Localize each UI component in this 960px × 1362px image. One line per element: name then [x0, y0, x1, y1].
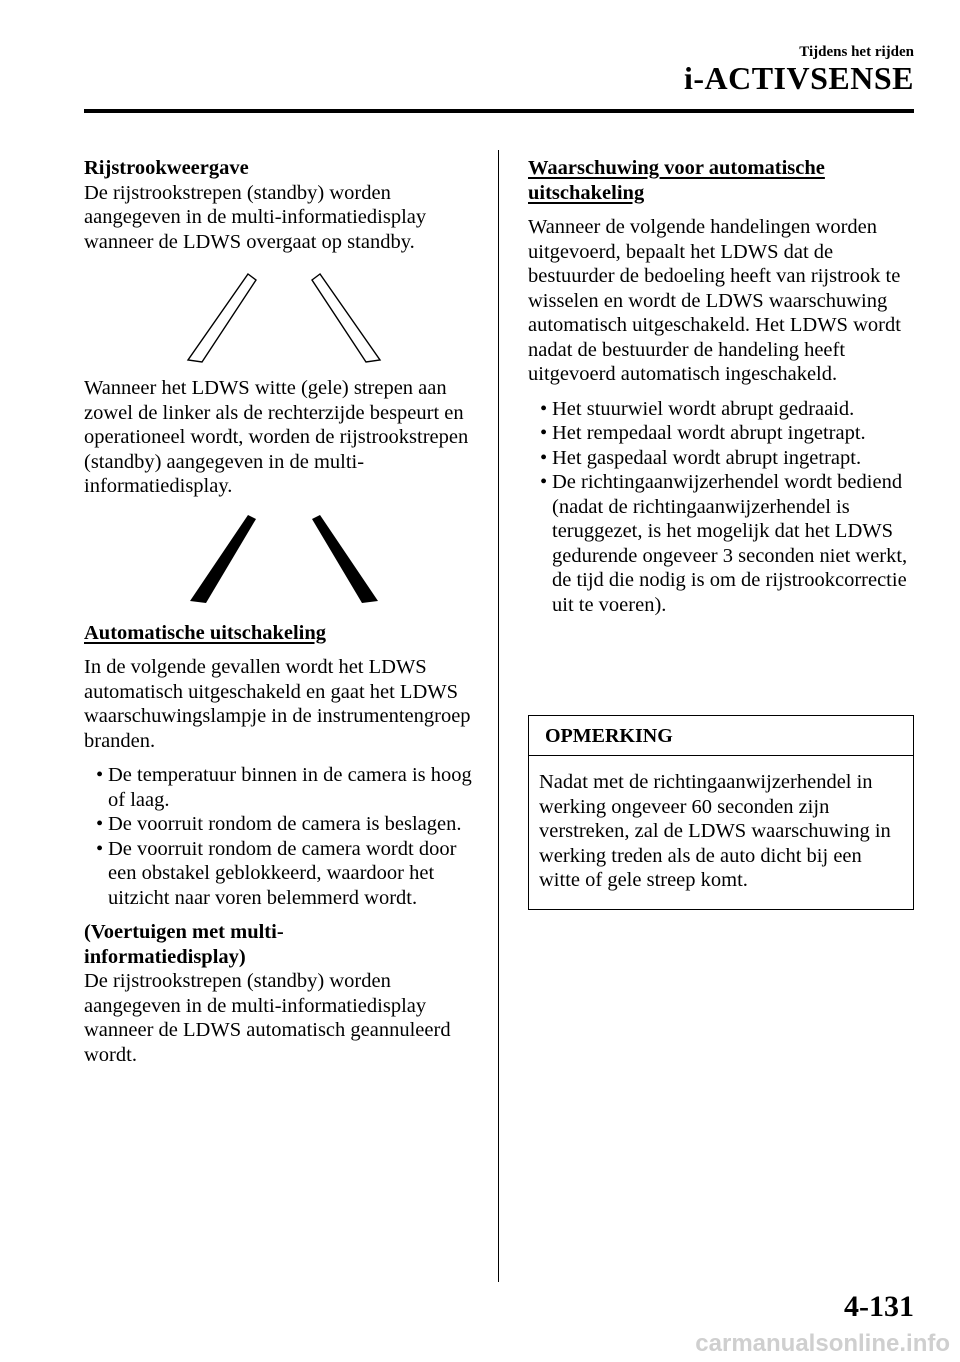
- header-section-label: Tijdens het rijden: [799, 44, 914, 60]
- standby-lane-lines-figure: [184, 272, 384, 366]
- lane-active-text: Wanneer het LDWS witte (gele) strepen aan zowel de linker als de rechterzijde bespeurt en operationeel wordt, worden de rijstrookstrepen (standby) aangegeven in de multi-informatiedisplay.: [84, 377, 469, 497]
- warning-list: [528, 397, 918, 618]
- left-column: [84, 156, 484, 1067]
- active-right-lane-line: [312, 515, 378, 603]
- auto-cancel-heading: Automatische uitschakeling: [84, 621, 327, 644]
- standby-right-lane-line: [312, 274, 380, 362]
- active-lane-lines-figure: [184, 513, 384, 605]
- auto-cancel-text: In de volgende gevallen wordt het LDWS automatisch uitgeschakeld en gaat het LDWS waarschuwingslampje in de instrumentengroep branden.: [84, 656, 471, 752]
- note-title: OPMERKING: [529, 716, 913, 756]
- list-item: • De voorruit rondom de camera is beslagen.: [90, 812, 484, 837]
- header-divider: [84, 109, 914, 113]
- list-item: • Het gaspedaal wordt abrupt ingetrapt.: [534, 446, 918, 471]
- lane-display-heading: Rijstrookweergave: [84, 157, 249, 179]
- note-box: [528, 715, 914, 910]
- vehicles-heading: (Voertuigen met multi-informatiedisplay): [84, 921, 284, 968]
- auto-cancel-list: [84, 763, 484, 910]
- warning-text: Wanneer de volgende handelingen worden uitgevoerd, bepaalt het LDWS dat de bestuurder de bedoeling heeft van rijstrook te wisselen en wordt de LDWS waarschuwing automatisch uitgeschakeld. Het LDWS wordt nadat de bestuurder de handeling heeft uitgevoerd automatisch ingeschakeld.: [528, 216, 901, 385]
- watermark: carmanualsonline.info: [695, 1330, 950, 1357]
- lane-display-text: De rijstrookstrepen (standby) worden aangegeven in de multi-informatiedisplay wanneer de LDWS overgaat op standby.: [84, 181, 427, 253]
- column-divider: [498, 150, 499, 1282]
- standby-left-lane-line: [188, 274, 256, 362]
- list-item: • Het stuurwiel wordt abrupt gedraaid.: [534, 397, 918, 422]
- page-number: 4-131: [844, 1290, 914, 1323]
- chapter-title: i-ACTIVSENSE: [683, 60, 914, 96]
- list-item: • Het rempedaal wordt abrupt ingetrapt.: [534, 421, 918, 446]
- vehicles-text: De rijstrookstrepen (standby) worden aangegeven in de multi-informatiedisplay wanneer de LDWS automatisch geannuleerd wordt.: [84, 970, 451, 1066]
- list-item: • De richtingaanwijzerhendel wordt bediend (nadat de richtingaanwijzerhendel is teruggezet, is het mogelijk dat het LDWS gedurende ongeveer 3 seconden niet werkt, de tijd die nodig is om de rijstrookcorrectie uit te voeren).: [534, 470, 918, 617]
- list-item: • De temperatuur binnen in de camera is hoog of laag.: [90, 763, 484, 812]
- note-text: Nadat met de richtingaanwijzerhendel in werking ongeveer 60 seconden zijn verstreken, zal de LDWS waarschuwing in werking treden als de auto dicht bij een witte of gele streep komt.: [539, 771, 891, 891]
- right-column: [528, 156, 918, 617]
- active-left-lane-line: [190, 515, 256, 603]
- warning-heading: Waarschuwing voor automatische uitschakeling: [528, 157, 825, 204]
- list-item: • De voorruit rondom de camera wordt door een obstakel geblokkeerd, waardoor het uitzicht naar voren belemmerd wordt.: [90, 837, 484, 911]
